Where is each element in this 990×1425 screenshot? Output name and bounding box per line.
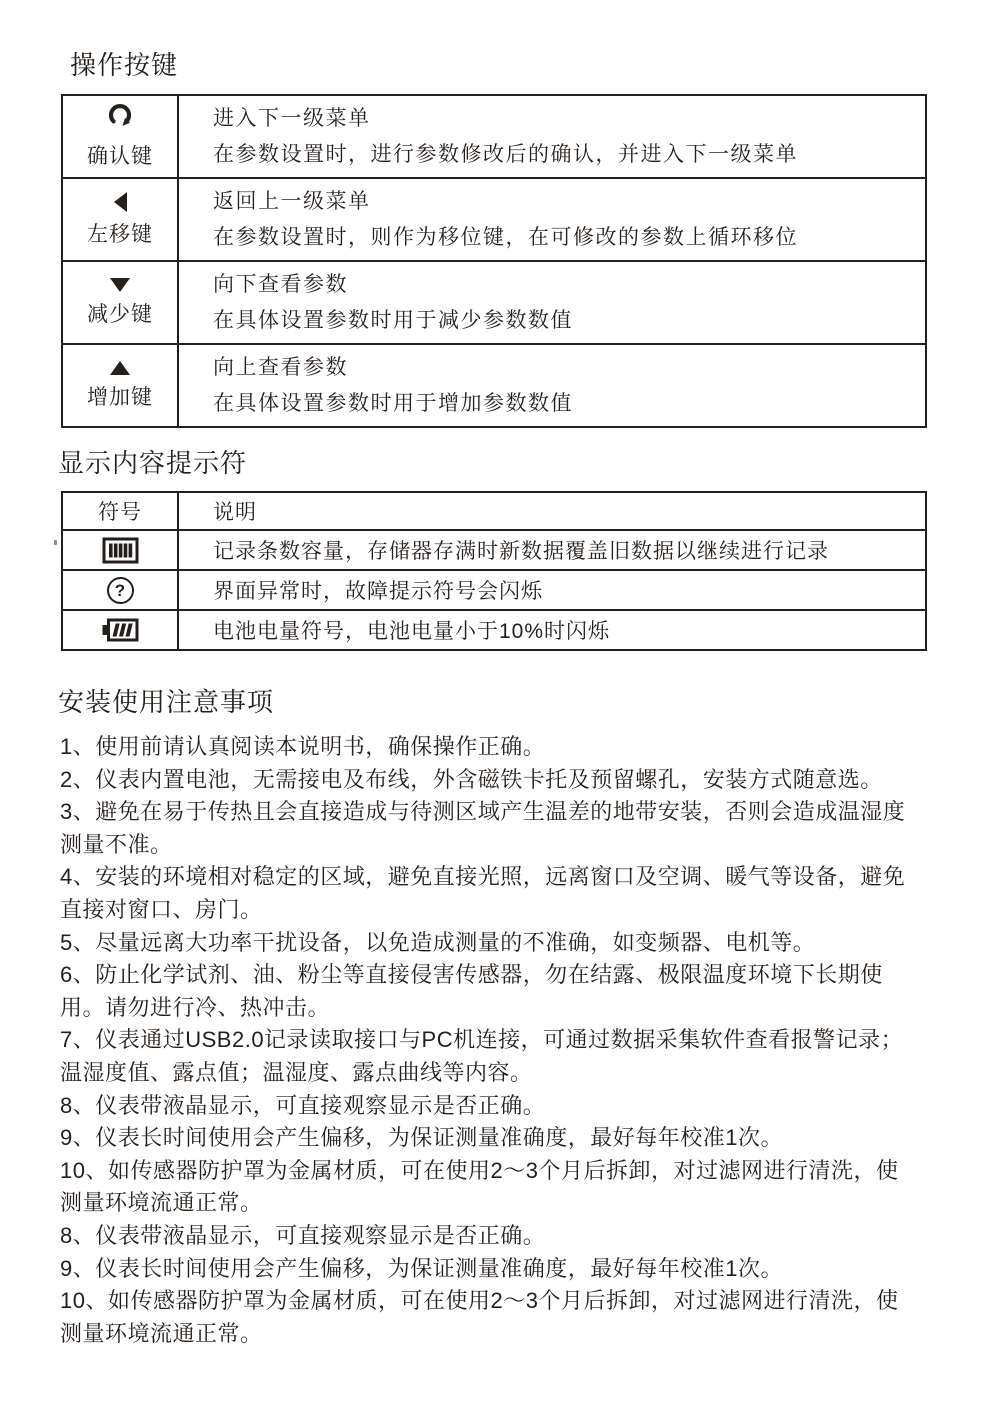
key-desc-line: 在具体设置参数时用于减少参数数值 bbox=[213, 308, 573, 332]
record-capacity-icon bbox=[102, 537, 139, 564]
key-desc-line: 进入下一级菜单 bbox=[213, 106, 371, 130]
question-mark-icon: ? bbox=[107, 577, 134, 604]
note-item: 8、仪表带液晶显示，可直接观察显示是否正确。 bbox=[60, 1092, 546, 1118]
note-item: 8、仪表带液晶显示，可直接观察显示是否正确。 bbox=[60, 1222, 546, 1248]
key-desc-line: 在参数设置时，进行参数修改后的确认，并进入下一级菜单 bbox=[213, 142, 798, 166]
note-item: 7、仪表通过USB2.0记录读取接口与PC机连接，可通过数据采集软件查看报警记录；温湿度值、露点值；温湿度、露点曲线等内容。 bbox=[60, 1027, 904, 1085]
scan-artifact-speck bbox=[54, 540, 57, 545]
note-item: 9、仪表长时间使用会产生偏移，为保证测量准确度，最好每年校准1次。 bbox=[60, 1125, 783, 1151]
symbols-table bbox=[61, 491, 927, 651]
battery-icon bbox=[102, 618, 139, 642]
section-title-keys: 操作按键 bbox=[70, 50, 179, 80]
note-item: 3、避免在易于传热且会直接造成与待测区域产生温差的地带安装，否则会造成温湿度测量不准。 bbox=[60, 799, 906, 857]
key-desc-line: 向上查看参数 bbox=[213, 355, 348, 379]
column-header-desc: 说明 bbox=[213, 501, 257, 524]
section-title-notes: 安装使用注意事项 bbox=[58, 687, 275, 717]
key-label: 左移键 bbox=[87, 222, 153, 246]
section-title-symbols: 显示内容提示符 bbox=[58, 448, 248, 478]
table-header-row bbox=[62, 492, 926, 530]
confirm-rotate-arrow-icon bbox=[104, 103, 136, 134]
note-item: 10、如传感器防护罩为金属材质，可在使用2～3个月后拆卸，对过滤网进行清洗，使测量环境流通正常。 bbox=[60, 1288, 899, 1346]
symbol-desc: 电池电量符号，电池电量小于10%时闪烁 bbox=[178, 610, 926, 650]
symbol-desc: 界面异常时，故障提示符号会闪烁 bbox=[178, 570, 926, 610]
note-item: 2、仪表内置电池，无需接电及布线，外含磁铁卡托及预留螺孔，安装方式随意选。 bbox=[60, 766, 883, 792]
table-row bbox=[62, 530, 926, 570]
down-triangle-icon bbox=[110, 278, 130, 292]
key-desc-line: 在参数设置时，则作为移位键，在可修改的参数上循环移位 bbox=[213, 225, 798, 249]
note-item: 1、使用前请认真阅读本说明书，确保操作正确。 bbox=[60, 734, 546, 759]
notes-list bbox=[60, 731, 916, 1350]
symbol-desc: 记录条数容量，存储器存满时新数据覆盖旧数据以继续进行记录 bbox=[178, 530, 926, 570]
table-row bbox=[62, 570, 926, 610]
table-row bbox=[62, 178, 926, 261]
key-label: 减少键 bbox=[87, 302, 153, 326]
note-item: 6、防止化学试剂、油、粉尘等直接侵害传感器，勿在结露、极限温度环境下长期使用。请勿进行冷、热冲击。 bbox=[60, 962, 883, 1020]
table-row bbox=[62, 344, 926, 427]
key-desc-line: 返回上一级菜单 bbox=[213, 189, 371, 213]
note-item: 10、如传感器防护罩为金属材质，可在使用2～3个月后拆卸，对过滤网进行清洗，使测量环境流通正常。 bbox=[60, 1157, 899, 1216]
table-row bbox=[62, 95, 926, 178]
column-header-symbol: 符号 bbox=[62, 492, 178, 530]
note-item: 4、安装的环境相对稳定的区域，避免直接光照，远离窗口及空调、暖气等设备，避免直接对窗口、房门。 bbox=[60, 864, 906, 922]
table-row bbox=[62, 610, 926, 650]
key-label: 确认键 bbox=[87, 145, 153, 168]
left-triangle-icon bbox=[114, 192, 127, 212]
note-item: 9、仪表长时间使用会产生偏移，为保证测量准确度，最好每年校准1次。 bbox=[60, 1255, 783, 1281]
up-triangle-icon bbox=[110, 361, 130, 375]
keys-table bbox=[61, 94, 927, 428]
key-desc-line: 在具体设置参数时用于增加参数数值 bbox=[213, 391, 573, 415]
key-label: 增加键 bbox=[87, 385, 153, 409]
note-item: 5、尽量远离大功率干扰设备，以免造成测量的不准确，如变频器、电机等。 bbox=[60, 929, 816, 955]
table-row bbox=[62, 261, 926, 344]
key-desc-line: 向下查看参数 bbox=[213, 272, 348, 296]
